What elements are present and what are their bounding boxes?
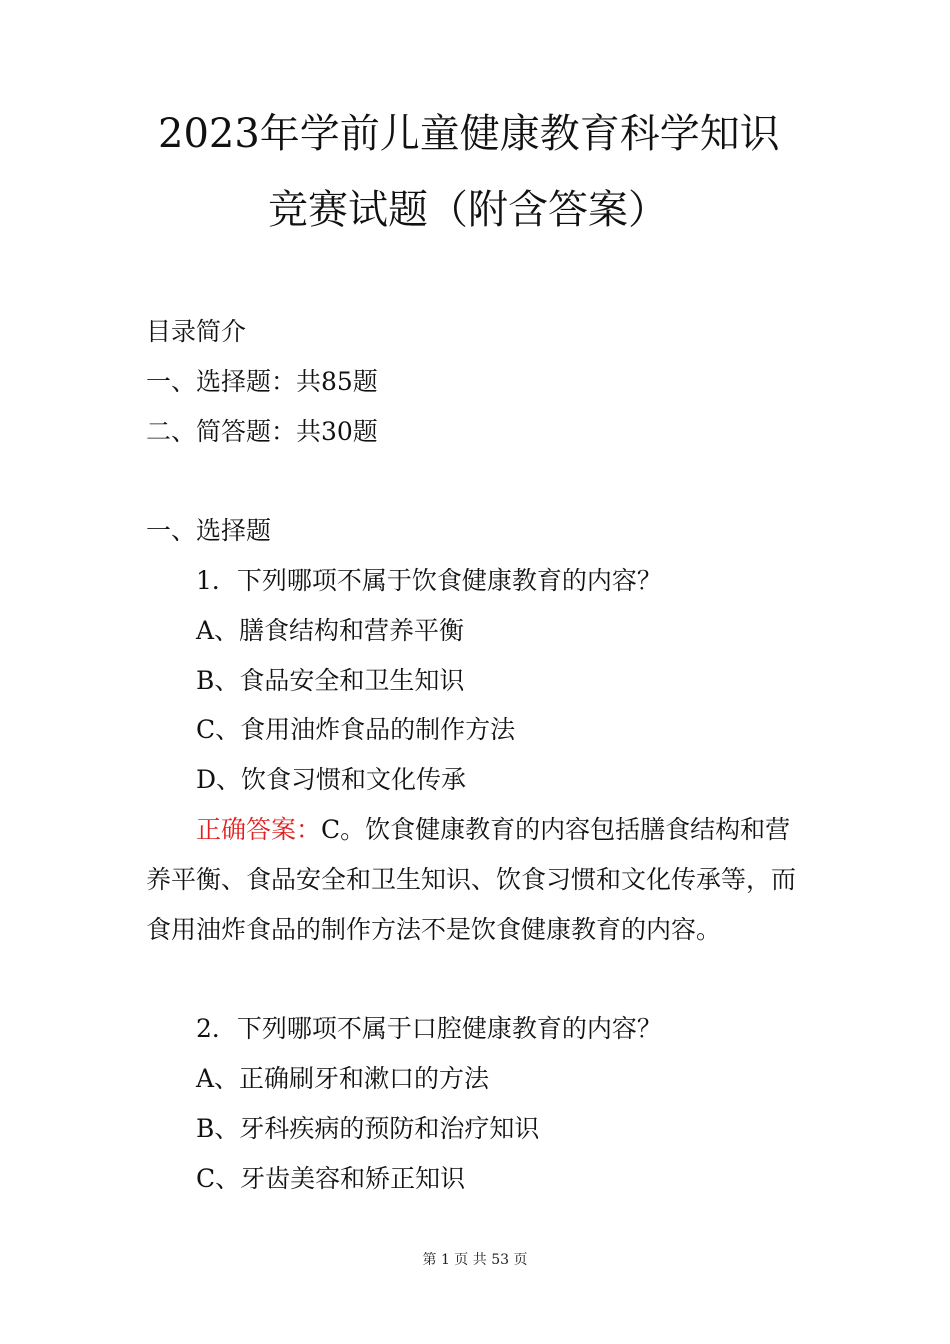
question-1-option-d: D、饮食习惯和文化传承 bbox=[196, 765, 467, 794]
section-heading: 一、选择题 bbox=[146, 516, 272, 545]
question-1-option-c: C、食用油炸食品的制作方法 bbox=[196, 715, 516, 744]
answer-label: 正确答案： bbox=[196, 815, 322, 844]
toc-heading: 目录简介 bbox=[146, 317, 247, 346]
document-title-line-1: 2023年学前儿童健康教育科学知识 bbox=[158, 111, 780, 157]
answer-text: C。饮食健康教育的内容包括膳食结构和营 bbox=[321, 815, 791, 844]
question-1-answer-line-3: 食用油炸食品的制作方法不是饮食健康教育的内容。 bbox=[146, 915, 722, 944]
question-2-option-c: C、牙齿美容和矫正知识 bbox=[196, 1164, 466, 1193]
question-1-answer-line-2: 养平衡、食品安全和卫生知识、饮食习惯和文化传承等，而 bbox=[146, 865, 797, 894]
question-1-option-a: A、膳食结构和营养平衡 bbox=[196, 616, 465, 645]
question-2-stem: 2．下列哪项不属于口腔健康教育的内容？ bbox=[196, 1014, 662, 1043]
question-1-stem: 1．下列哪项不属于饮食健康教育的内容？ bbox=[196, 566, 662, 595]
toc-item-short-answer: 二、简答题：共30题 bbox=[146, 417, 378, 446]
toc-item-choice: 一、选择题：共85题 bbox=[146, 367, 378, 396]
question-2-option-a: A、正确刷牙和漱口的方法 bbox=[196, 1064, 490, 1093]
question-1-option-b: B、食品安全和卫生知识 bbox=[196, 666, 465, 695]
question-1-answer-line-1 bbox=[196, 814, 790, 846]
page-footer: 第 1 页 共 53 页 bbox=[422, 1252, 528, 1268]
question-2-option-b: B、牙科疾病的预防和治疗知识 bbox=[196, 1114, 540, 1143]
document-title-line-2: 竞赛试题（附含答案） bbox=[268, 187, 668, 233]
